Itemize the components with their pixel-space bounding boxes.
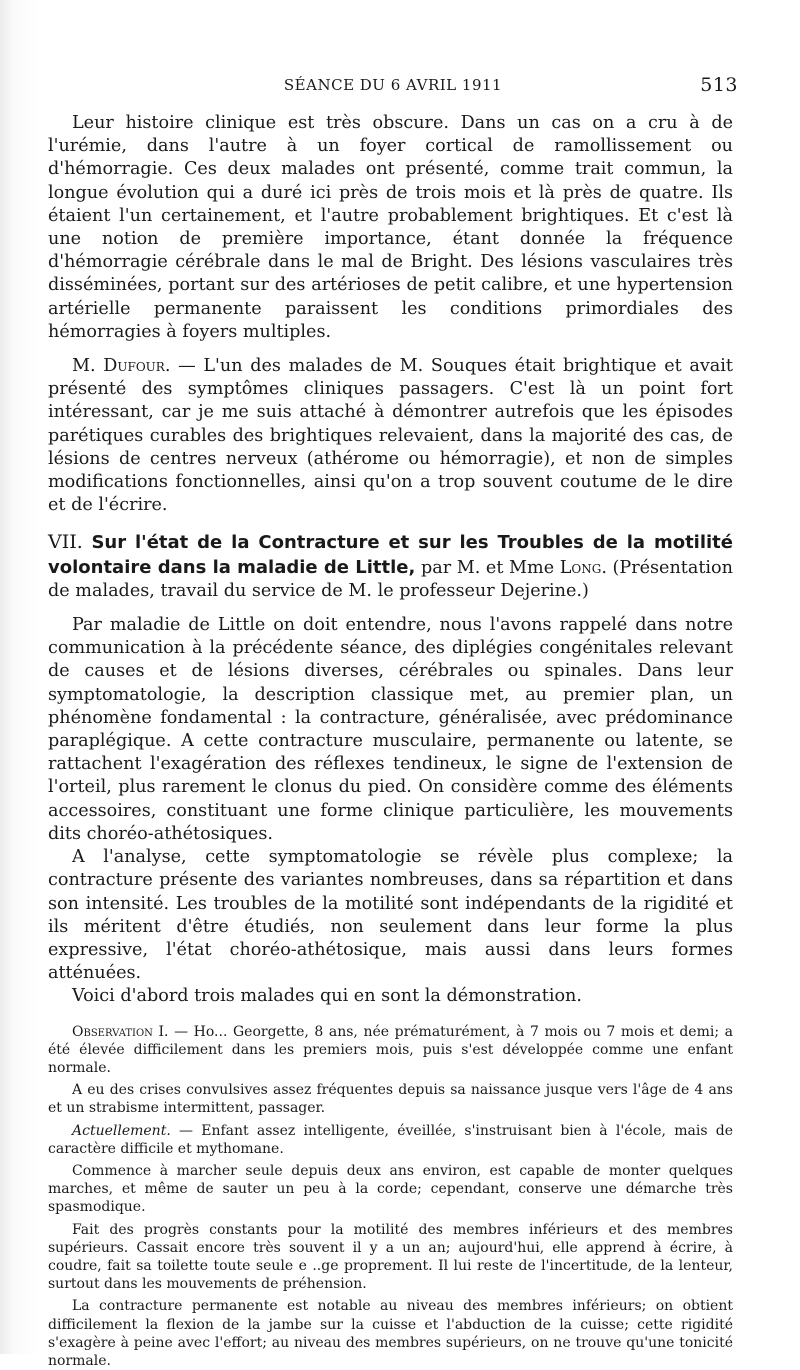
section-authors-prefix: par M. et Mme (415, 557, 560, 578)
speaker-name: M. Dufour. (72, 356, 171, 377)
observation-current-state (48, 1122, 733, 1158)
observation-label: Observation I. (72, 1023, 169, 1040)
paragraph-little-disease: Par maladie de Little on doit entendre, nous l'avons rappelé dans notre communication à la précédente séance, des diplégies congénitales relevant de causes et de lésions diverses, cérébrales ou spinales. Dans leur symptomatologie, la description classique met, au premier plan, un phénomène fondamental : la contracture, généralisée, avec prédominance paraplégique. A cette contracture musculaire, permanente ou latente, se rattachent l'exagération des réflexes tendineux, le signe de l'extension de l'orteil, plus rarement le clonus du pied. On considère comme des éléments accessoires, constituant une forme clinique particulière, les mouvements dits choréo-athétosiques. (48, 615, 733, 844)
section-heading (48, 531, 733, 603)
paragraph-analysis: A l'analyse, cette symptomatologie se révèle plus complexe; la contracture présente des variantes nombreuses, dans sa répartition et dans son intensité. Les troubles de la motilité sont indépendants de la rigidité et ils méritent d'être étudiés, non seulement dans leur forme la plus expressive, l'état choréo-athétosique, mais aussi dans leurs formes atténuées. (48, 847, 733, 984)
observation-current-text: — Enfant assez intelligente, éveillée, s'instruisant bien à l'école, mais de caractère difficile et mythomane. (48, 1122, 733, 1157)
observation-progress: Fait des progrès constants pour la motilité des membres inférieurs et des membres supérieurs. Cassait encore très souvent il y a un an; aujourd'hui, elle apprend à écrire, à coudre, fait sa toilette toute seule e ..ge proprement. Il lui reste de l'incertitude, de la lenteur, surtout dans les mouvements de préhension. (48, 1221, 733, 1293)
observation-contracture: La contracture permanente est notable au niveau des membres inférieurs; on obtient difficilement la flexion de la jambe sur la cuisse et l'abduction de la cuisse; cette rigidité s'exagère à peine avec l'effort; au niveau des membres supérieurs, on ne trouve qu'une tonicité normale. (48, 1298, 733, 1369)
section-authors-suffix: . (Présentation de malades, travail du service de M. le professeur Dejerine.) (48, 557, 733, 601)
page-number: 513 (700, 74, 738, 96)
section-title: Sur l'état de la Contracture et sur les Troubles de la motilité volontaire dans la maladie de Little, (48, 532, 733, 578)
running-title: SÉANCE DU 6 AVRIL 1911 (283, 76, 503, 94)
observation-convulsions: A eu des crises convulsives assez fréquentes depuis sa naissance jusque vers l'âge de 4 ans et un strabisme intermittent, passager. (48, 1082, 733, 1117)
observation-intro (48, 1023, 733, 1078)
paragraph-demonstration: Voici d'abord trois malades qui en sont la démonstration. (72, 986, 582, 1007)
page-content (48, 112, 733, 1370)
running-header (48, 76, 738, 100)
section-number: VII. (48, 531, 92, 554)
paragraph-dufour-remark (48, 355, 733, 517)
section-author-name: Long (559, 557, 602, 578)
observation-walking: Commence à marcher seule depuis deux ans environ, est capable de monter quelques marches, et même de sauter un peu à la corde; cependant, conserve une démarche très spasmodique. (48, 1162, 733, 1216)
paragraph-clinical-history: Leur histoire clinique est très obscure. Dans un cas on a cru à de l'urémie, dans l'autre à un foyer cortical de ramollissement ou d'hémorragie. Ces deux malades ont présenté, comme trait commun, la longue évolution qui a duré ici près de trois mois et là près de quatre. Ils étaient l'un certainement, et l'autre probablement brightiques. Et c'est là une notion de première importance, étant donnée la fréquence d'hémorragie cérébrale dans le mal de Bright. Des lésions vasculaires très disséminées, portant sur des artérioses de petit calibre, et une hypertension artérielle permanente paraissent les conditions primordiales des hémorragies à foyers multiples. (48, 113, 733, 342)
observation-intro-text: — Ho... Georgette, 8 ans, née prématurément, à 7 mois ou 7 mois et demi; a été élevée difficilement dans les premiers mois, puis s'est développée comme une enfant normale. (48, 1023, 733, 1076)
dufour-remark-text: — L'un des malades de M. Souques était brightique et avait présenté des symptômes cliniques passagers. C'est là un point fort intéressant, car je me suis attaché à démontrer autrefois que les épisodes parétiques curables des brightiques relevaient, dans la majorité des cas, de lésions de centres nerveux (athérome ou hémorragie), et non de simples modifications fonctionnelles, ainsi qu'on a trop souvent coutume de le dire et de l'écrire. (48, 356, 733, 516)
observation-current-label: Actuellement. (72, 1122, 171, 1139)
